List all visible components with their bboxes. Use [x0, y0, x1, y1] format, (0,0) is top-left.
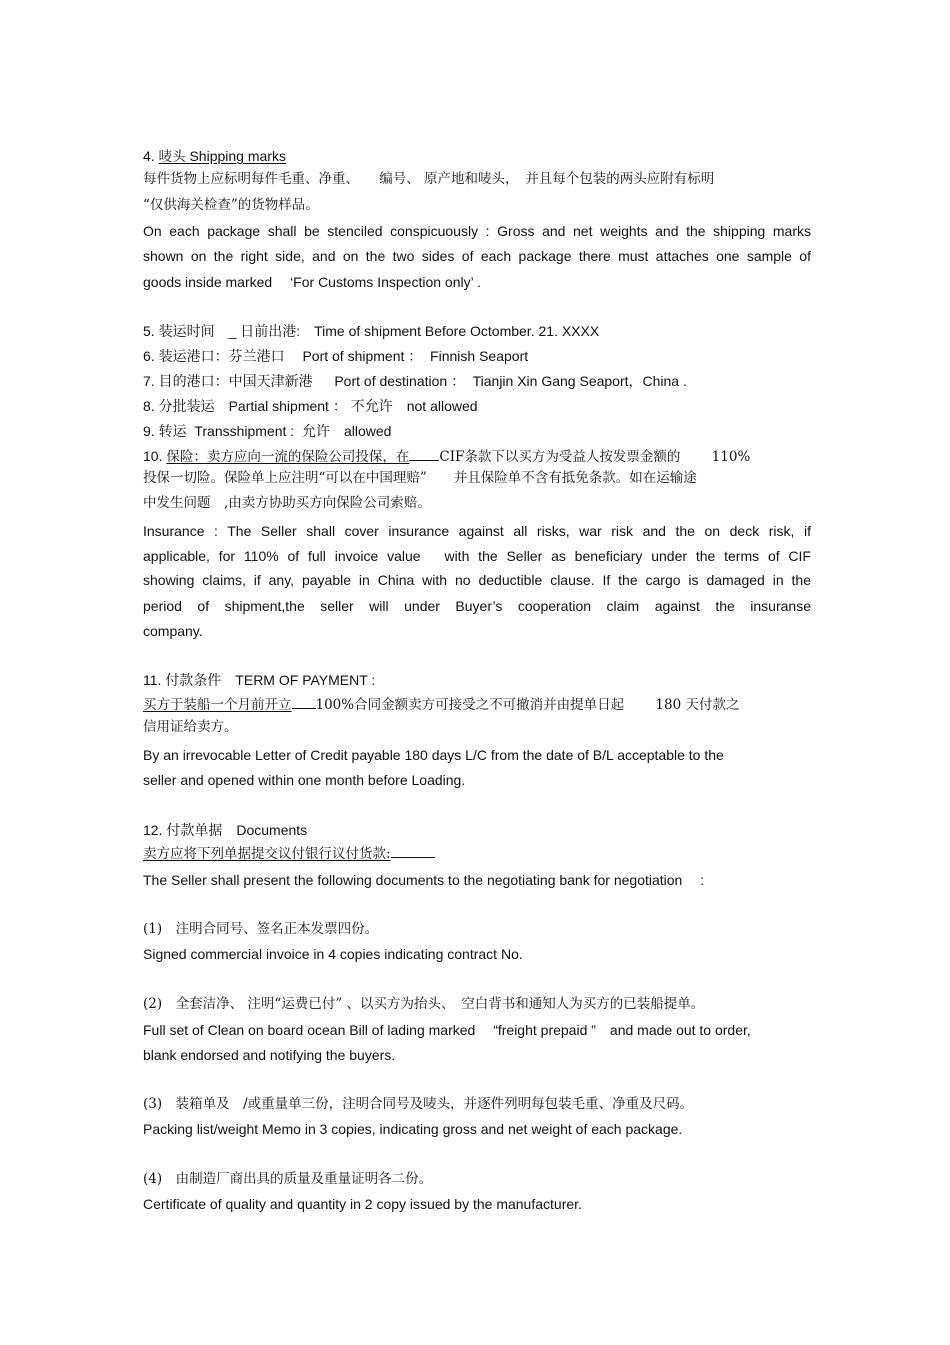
- section-10-cn-line: [143, 447, 811, 466]
- section-4-en-line: On each package shall be stenciled conspicuously : Gross and net weights and the shipping marks: [143, 223, 811, 239]
- section-10-cn-line: 中发生问题 ,由卖方协助买方向保险公司索赔。: [143, 495, 431, 511]
- document-item-2-cn: (2) 全套洁净、 注明“运费已付” 、以买方为抬头、 空白背书和通知人为买方的已装船提单。: [143, 996, 705, 1012]
- section-10-cn-line: 投保一切险。保险单上应注明“可以在中国理赔” 并且保险单不含有抵免条款。如在运输途: [143, 470, 697, 486]
- section-4-cn-line: 每件货物上应标明每件毛重、净重、 编号、 原产地和唛头， 并且每个包装的两头应附有标明: [143, 171, 715, 187]
- underlined-text: 保险：卖方应向一流的保险公司投保，在: [166, 449, 410, 465]
- document-item-3-cn: (3) 装箱单及 /或重量单三份，注明合同号及唛头，并逐件列明每包装毛重、净重及尺码。: [143, 1096, 694, 1112]
- document-item-4-cn: (4) 由制造厂商出具的质量及重量证明各二份。: [143, 1171, 433, 1187]
- section-12-en-line: The Seller shall present the following documents to the negotiating bank for negotiation :: [143, 872, 705, 888]
- document-item-2-en: blank endorsed and notifying the buyers.: [143, 1047, 396, 1063]
- cn-text: 100%合同金额卖方可接受之不可撤消并由提单日起 180 天付款之: [315, 697, 740, 713]
- section-number: 4.: [143, 148, 159, 164]
- section-9-line: 9. 转运 Transshipment : 允许 allowed: [143, 423, 392, 439]
- document-item-3-en: Packing list/weight Memo in 3 copies, indicating gross and net weight of each package.: [143, 1121, 683, 1137]
- document-item-1-en: Signed commercial invoice in 4 copies indicating contract No.: [143, 946, 523, 962]
- section-11-heading: 11. 付款条件 TERM OF PAYMENT :: [143, 672, 376, 688]
- heading-cn: 唛头: [158, 149, 186, 165]
- section-number: 10.: [143, 448, 167, 464]
- section-10-en-line: period of shipment,the seller will under Buyer’s cooperation claim against the insuranse: [143, 598, 811, 614]
- document-item-2-en: Full set of Clean on board ocean Bill of lading marked “freight prepaid ” and made out to order,: [143, 1022, 751, 1038]
- section-10-en-line: company.: [143, 623, 203, 639]
- section-12-cn-line: [143, 844, 811, 863]
- section-10-en-line: showing claims, if any, payable in China with no deductible clause. If the cargo is damaged in the: [143, 572, 811, 588]
- document-item-4-en: Certificate of quality and quantity in 2 copy issued by the manufacturer.: [143, 1196, 582, 1212]
- section-6-line: 6. 装运港口：芬兰港口 Port of shipment ： Finnish Seaport: [143, 348, 529, 364]
- section-4-heading: [143, 147, 811, 166]
- heading-en: Shipping marks: [185, 148, 286, 164]
- section-4-en-line: goods inside marked ‘For Customs Inspection only’ .: [143, 274, 481, 290]
- underlined-text: 买方于装船一个月前开立: [143, 697, 292, 713]
- section-5-line: 5. 装运时间 _ 日前出港: Time of shipment Before Octomber. 21. XXXX: [143, 323, 600, 339]
- section-10-en-line: Insurance : The Seller shall cover insurance against all risks, war risk and the on deck risk, if: [143, 523, 811, 539]
- underline-blank: [409, 447, 439, 461]
- document-item-1-cn: (1) 注明合同号、签名正本发票四份。: [143, 921, 379, 937]
- section-4-en-line: shown on the right side, and on the two sides of each package there must attaches one sample of: [143, 248, 811, 264]
- section-10-en-line: applicable, for 110% of full invoice value with the Seller as beneficiary under the terms of CIF: [143, 548, 811, 564]
- underline-blank: [292, 695, 316, 709]
- section-11-en-line: seller and opened within one month before Loading.: [143, 772, 466, 788]
- section-7-line: 7. 目的港口：中国天津新港 Port of destination ： Tianjin Xin Gang Seaport，China .: [143, 373, 687, 389]
- underline-blank: [391, 844, 435, 858]
- cn-text: CIF条款下以买方为受益人按发票金额的 110%: [439, 449, 751, 465]
- section-11-en-line: By an irrevocable Letter of Credit payable 180 days L/C from the date of B/L acceptable to the: [143, 747, 724, 763]
- underlined-text: 卖方应将下列单据提交议付银行议付货款:: [143, 846, 391, 862]
- section-4-cn-line: “仅供海关检查”的货物样品。: [143, 197, 319, 213]
- section-11-cn-line: [143, 695, 811, 714]
- section-8-line: 8. 分批装运 Partial shipment ： 不允许 not allowed: [143, 398, 478, 414]
- section-12-heading: 12. 付款单据 Documents: [143, 822, 308, 838]
- section-11-cn-line: 信用证给卖方。: [143, 719, 238, 735]
